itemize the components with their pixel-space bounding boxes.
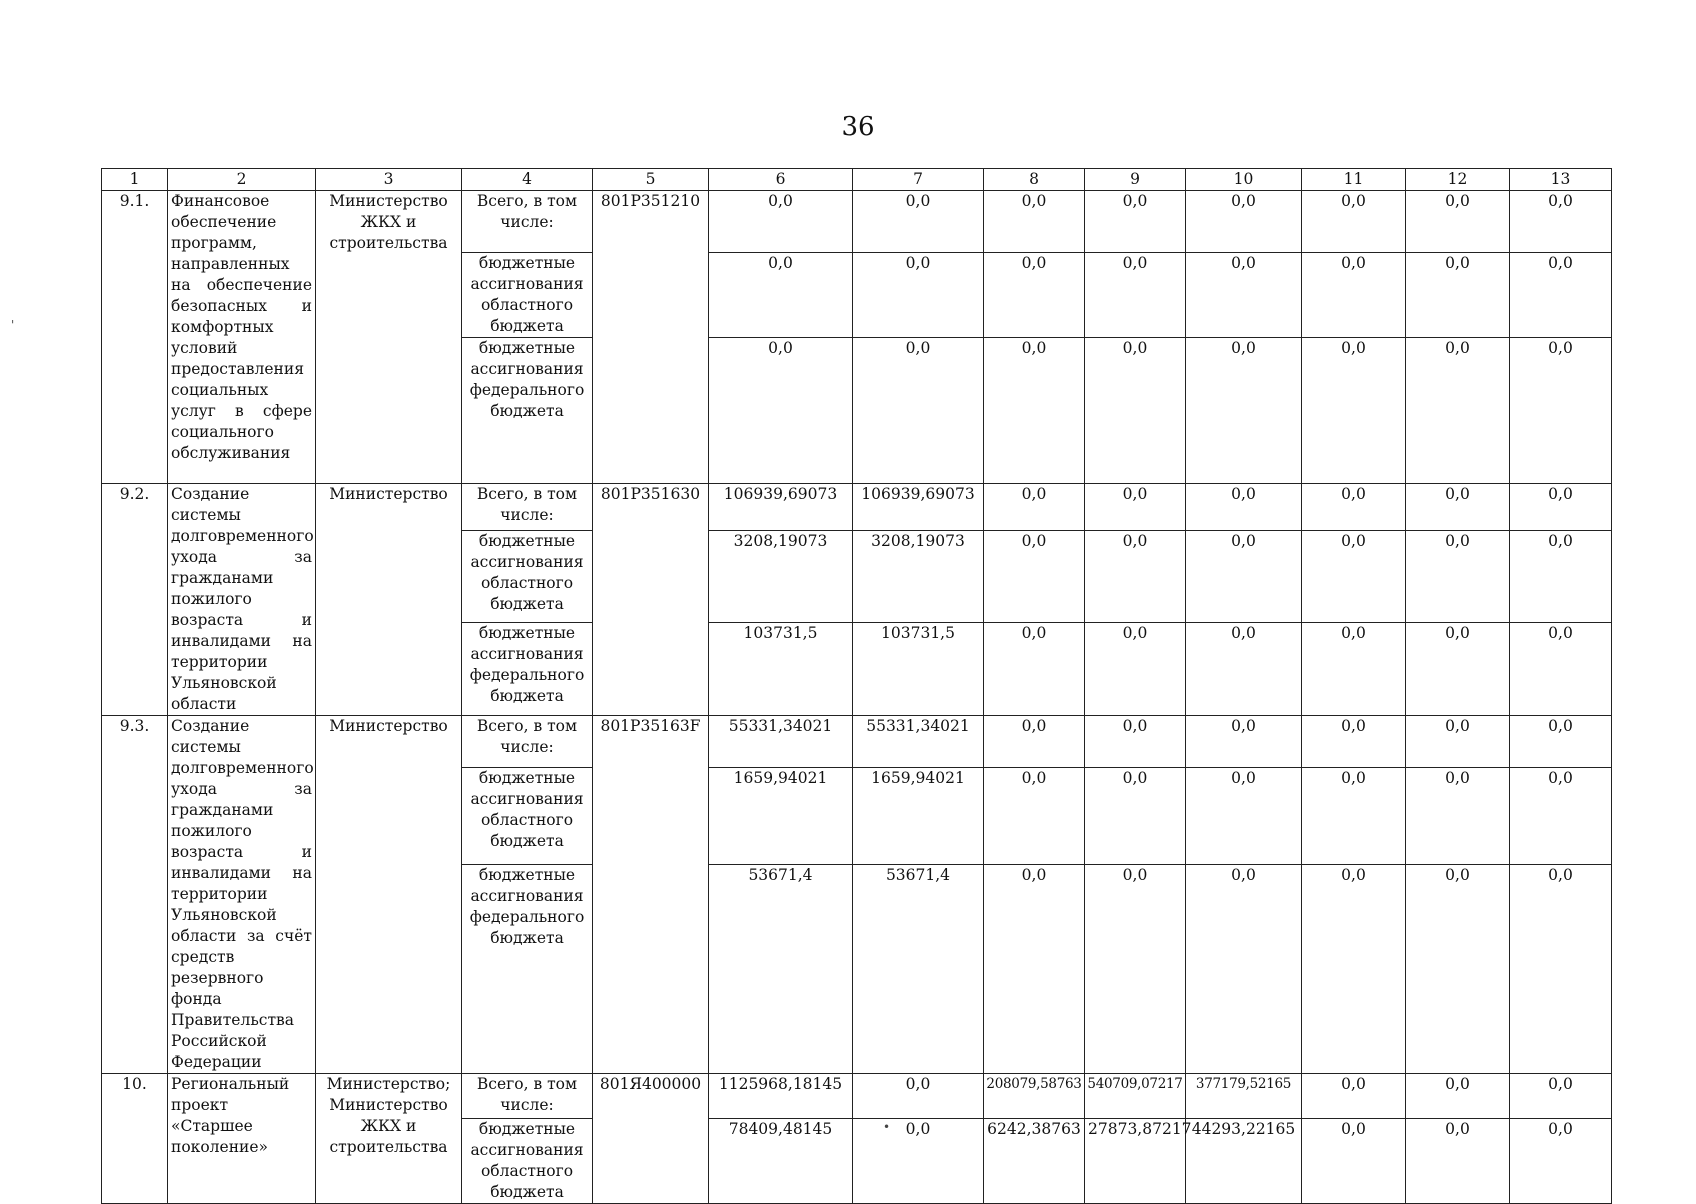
column-header: 11 [1302,169,1406,191]
table-row [102,484,1612,531]
value-cell: 0,0 [1085,864,1186,1073]
table-row [102,191,1612,253]
value-cell: 0,0 [1085,338,1186,484]
table-row [102,716,1612,768]
column-header: 8 [984,169,1085,191]
value-cell: 0,0 [1510,253,1612,338]
funding-source: бюджетные ассигнования областного бюджета [462,768,593,865]
value-cell: 0,0 [1510,530,1612,622]
value-cell: 0,0 [853,1074,984,1119]
row-responsible: Министерство [316,484,462,716]
value-cell: 540709,07217 [1085,1074,1186,1119]
value-cell: 0,0 [1085,484,1186,531]
column-header: 1 [102,169,168,191]
funding-source: бюджетные ассигнования федерального бюджета [462,864,593,1073]
column-header: 4 [462,169,593,191]
value-cell: 0,0 [1302,191,1406,253]
value-cell: 1125968,18145 [709,1074,853,1119]
value-cell: 0,0 [1406,768,1510,865]
value-cell: 0,0 [1302,484,1406,531]
value-cell: 0,0 [984,622,1085,715]
column-header: 3 [316,169,462,191]
value-cell: 0,0 [1406,864,1510,1073]
value-cell: 0,0 [1186,864,1302,1073]
value-cell: 0,0 [984,530,1085,622]
value-cell: 0,0 [1085,768,1186,865]
value-cell: 0,0 [1510,716,1612,768]
funding-source: бюджетные ассигнования областного бюджета [462,253,593,338]
value-cell: 0,0 [984,716,1085,768]
value-cell: 1659,94021 [709,768,853,865]
value-cell: 0,0 [1085,716,1186,768]
value-cell: 0,0 [1186,253,1302,338]
value-cell: 0,0 [1085,622,1186,715]
value-cell: 106939,69073 [853,484,984,531]
value-cell: 0,0 [1406,484,1510,531]
value-cell: 53671,4 [709,864,853,1073]
column-header: 5 [593,169,709,191]
column-header: 10 [1186,169,1302,191]
row-responsible: Министерство ЖКХ и строительства [316,191,462,484]
funding-source: бюджетные ассигнования федерального бюджета [462,622,593,715]
row-responsible: Министерство [316,716,462,1074]
column-header: 13 [1510,169,1612,191]
value-cell: 0,0 [1085,191,1186,253]
value-cell: 0,0 [1186,716,1302,768]
value-cell: 0,0 [1406,191,1510,253]
value-cell: 0,0 [1406,622,1510,715]
funding-source: Всего, в том числе: [462,716,593,768]
header-row [102,169,1612,191]
value-cell: 44293,22165 [1186,1119,1302,1204]
value-cell: 27873,87217 [1085,1119,1186,1204]
value-cell: 3208,19073 [709,530,853,622]
scan-dot: ' [11,318,15,332]
value-cell: 0,0 [1302,1119,1406,1204]
value-cell: 0,0 [1406,338,1510,484]
value-cell: 106939,69073 [709,484,853,531]
value-cell: 0,0 [1186,338,1302,484]
value-cell: 0,0 [1510,484,1612,531]
value-cell: 0,0 [1302,253,1406,338]
value-cell: 0,0 [709,191,853,253]
budget-code: 801P35163F [593,716,709,1074]
row-name: Региональный проект «Старшее поколение» [168,1074,316,1204]
value-cell: 3208,19073 [853,530,984,622]
value-cell: 0,0 [1406,530,1510,622]
value-cell: 0,0 [1302,622,1406,715]
value-cell: 1659,94021 [853,768,984,865]
page-number: 36 [841,112,875,142]
value-cell: 0,0 [984,253,1085,338]
row-number: 10. [102,1074,168,1204]
value-cell: 0,0 [1406,1119,1510,1204]
value-cell: 0,0 [1186,622,1302,715]
value-cell: 0,0 [1302,716,1406,768]
value-cell: 0,0 [1302,1074,1406,1119]
table-row [102,1074,1612,1119]
value-cell: 0,0 [1510,191,1612,253]
value-cell: 53671,4 [853,864,984,1073]
value-cell: 0,0 [1406,253,1510,338]
column-header: 7 [853,169,984,191]
row-number: 9.2. [102,484,168,716]
row-name: Финансовое обеспечение программ, направленных на обеспечение безопасных и комфортных условий предоставления социальных услуг в сфере социального обслуживания [168,191,316,484]
value-cell: 208079,58763 [984,1074,1085,1119]
value-cell: 0,0 [1510,338,1612,484]
value-cell: 0,0 [1302,530,1406,622]
row-number: 9.1. [102,191,168,484]
value-cell: 0,0 [984,484,1085,531]
funding-source: бюджетные ассигнования федерального бюджета [462,338,593,484]
budget-code: 801P351630 [593,484,709,716]
value-cell: 0,0 [1186,768,1302,865]
value-cell: 0,0 [1510,1119,1612,1204]
value-cell: 0,0 [1186,191,1302,253]
value-cell: 0,0 [1085,253,1186,338]
funding-source: бюджетные ассигнования областного бюджета [462,1119,593,1204]
row-number: 9.3. [102,716,168,1074]
value-cell: 0,0 [1302,768,1406,865]
value-cell: 0,0 [1302,338,1406,484]
value-cell: 0,0 [1302,864,1406,1073]
value-cell: 0,0 [1510,622,1612,715]
budget-code: 801Я400000 [593,1074,709,1204]
value-cell: 0,0 [1510,768,1612,865]
value-cell: 55331,34021 [709,716,853,768]
funding-source: бюджетные ассигнования областного бюджета [462,530,593,622]
value-cell: 103731,5 [853,622,984,715]
value-cell: 0,0 [1510,1074,1612,1119]
value-cell: 0,0 [1406,1074,1510,1119]
row-name: Создание системы долговременного ухода за гражданами пожилого возраста и инвалидами на территории Ульяновской области за счёт средств резервного фонда Правительства Российской Федерации [168,716,316,1074]
value-cell: 0,0 [1406,716,1510,768]
column-header: 6 [709,169,853,191]
row-name: Создание системы долговременного ухода за гражданами пожилого возраста и инвалидами на территории Ульяновской области [168,484,316,716]
funding-source: Всего, в том числе: [462,1074,593,1119]
value-cell: 0,0 [853,191,984,253]
value-cell: 0,0 [1186,530,1302,622]
budget-table [101,168,1612,1204]
funding-source: Всего, в том числе: [462,191,593,253]
value-cell: 78409,48145 [709,1119,853,1204]
value-cell: 0,0 [709,338,853,484]
value-cell: 55331,34021 [853,716,984,768]
funding-source: Всего, в том числе: [462,484,593,531]
value-cell: 0,0 [984,191,1085,253]
column-header: 12 [1406,169,1510,191]
value-cell: 103731,5 [709,622,853,715]
value-cell: 377179,52165 [1186,1074,1302,1119]
value-cell: 0,0 [984,768,1085,865]
value-cell: 0,0 [1085,530,1186,622]
value-cell: 0,0 [984,338,1085,484]
budget-code: 801P351210 [593,191,709,484]
row-responsible: Министерство; Министерство ЖКХ и строительства [316,1074,462,1204]
value-cell: 0,0 [709,253,853,338]
scan-dot: • [883,1120,891,1134]
value-cell: 0,0 [1186,484,1302,531]
value-cell: 0,0 [1510,864,1612,1073]
column-header: 2 [168,169,316,191]
value-cell: 0,0 [853,338,984,484]
column-header: 9 [1085,169,1186,191]
value-cell: 0,0 [853,1119,984,1204]
value-cell: 0,0 [984,864,1085,1073]
value-cell: 6242,38763 [984,1119,1085,1204]
value-cell: 0,0 [853,253,984,338]
